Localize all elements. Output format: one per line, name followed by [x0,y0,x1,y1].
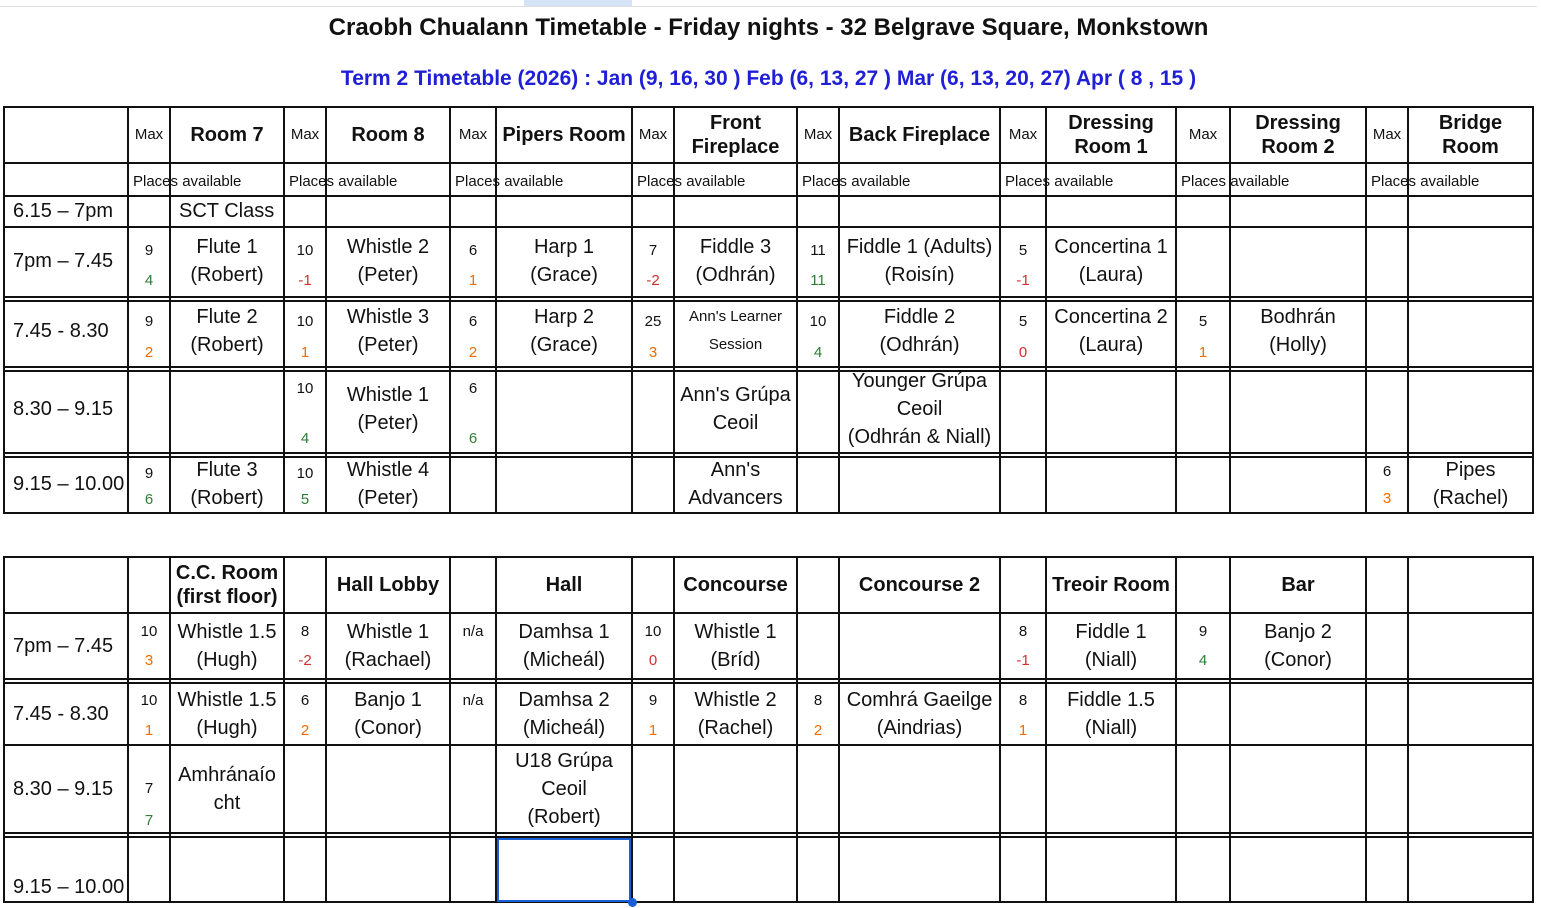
class-line: (Aindrias) [876,716,963,739]
class-line: (Conor) [1264,649,1332,671]
class-line: (Bríd) [710,649,761,671]
class-line: Ann's Learner [689,308,782,325]
class-entry [840,299,999,363]
time-slot: 7.45 - 8.30 [13,702,109,725]
places-available-label: Places available [1005,173,1114,190]
grid-line-vertical [449,556,451,903]
grid-line-horizontal [4,832,1534,834]
max-capacity: 6 [468,242,478,259]
time-slot: 7pm – 7.45 [13,635,114,657]
max-capacity: 10 [140,692,158,709]
time-slot: 8.30 – 9.15 [13,398,114,420]
places-available: 7 [144,812,154,829]
places-available: 4 [144,272,154,289]
class-entry [675,455,796,513]
room-header: Concourse [683,574,788,596]
max-capacity: 6 [468,313,478,330]
max-capacity: 5 [1018,242,1028,259]
class-line: Ceoil [541,778,587,800]
page-title: Craobh Chualann Timetable - Friday nights - 32 Belgrave Square, Monkstown [328,14,1209,41]
room-header: C.C. Room (first floor) [175,562,279,608]
class-line: (Odhrán) [695,264,776,286]
class-line: Pipes [1445,459,1496,481]
class-line: (Peter) [357,264,419,286]
class-line: (Micheál) [522,716,606,739]
grid-line-horizontal [4,366,1534,368]
max-capacity: n/a [462,623,484,640]
class-line: Concertina 2 [1054,306,1168,328]
class-line: Whistle 4 [346,459,430,481]
max-label: Max [458,126,488,143]
class-line: (Rachel) [1432,487,1509,509]
class-line: Younger Grúpa [852,370,987,392]
grid-line-horizontal [4,901,1534,903]
class-entry [840,369,999,449]
max-capacity: 9 [144,242,154,259]
class-line: Amhránaío [178,764,276,786]
room-header: Concourse 2 [858,574,981,596]
max-capacity: 10 [296,380,314,397]
places-available: 1 [1198,344,1208,361]
class-line: Whistle 1 [346,621,430,643]
time-slot: 8.30 – 9.15 [13,778,114,800]
max-label: Max [1372,126,1402,143]
class-line: cht [213,792,241,814]
class-entry [327,299,449,363]
class-line: (Laura) [1078,264,1144,286]
class-line: (Conor) [354,716,422,739]
max-capacity: 6 [1382,463,1392,480]
places-available-label: Places available [637,173,746,190]
places-available: 3 [1382,490,1392,507]
class-line: (Niall) [1084,649,1138,671]
fill-handle[interactable] [628,898,637,907]
class-line: Damhsa 2 [518,688,610,711]
class-line: Session [708,336,763,353]
class-line: Fiddle 3 [699,236,772,258]
room-header: Room 7 [190,124,264,146]
class-line: (Grace) [530,334,598,356]
class-entry [327,369,449,449]
room-header: Dressing Room 1 [1068,112,1154,158]
places-available: -1 [298,272,312,289]
grid-line-horizontal [4,296,1534,298]
class-entry [497,229,631,293]
places-available: 1 [300,344,310,361]
max-capacity: 6 [300,692,310,709]
class-line: (Holly) [1269,334,1327,356]
max-capacity: n/a [462,692,484,709]
max-label: Max [638,126,668,143]
max-label: Max [134,126,164,143]
grid-line-horizontal [4,452,1534,454]
grid-line-vertical [1175,556,1177,903]
places-available: 2 [813,722,823,739]
class-entry [171,299,283,363]
grid-line-vertical [1407,556,1409,903]
max-capacity: 7 [144,780,154,797]
room-header: Back Fireplace [848,124,991,146]
class-entry [1047,614,1175,678]
room-header: Treoir Room [1052,574,1170,596]
max-capacity: 9 [144,465,154,482]
class-entry [1231,299,1365,363]
places-available: -2 [646,272,660,289]
class-line: (Robert) [527,806,601,828]
class-entry [840,229,999,293]
class-line: Whistle 1 [694,621,777,643]
class-line: Whistle 2 [694,688,777,711]
class-line: Ann's Grúpa [680,384,791,406]
max-capacity: 8 [813,692,823,709]
class-line: (Micheál) [522,649,606,671]
places-available: 4 [1198,652,1208,669]
class-entry [327,683,449,744]
class-line: Concertina 1 [1054,236,1168,258]
class-line: (Odhrán) [879,334,960,356]
places-available: 2 [300,722,310,739]
max-capacity: 5 [1018,313,1028,330]
class-line: (Peter) [357,412,419,434]
class-line: Whistle 1 [346,384,430,406]
class-line: Bodhrán [1260,306,1336,328]
max-capacity: 6 [468,380,478,397]
class-entry [497,746,631,832]
term-dates: Term 2 Timetable (2026) : Jan (9, 16, 30 ) Feb (6, 13, 27 ) Mar (6, 13, 20, 27) Apr ( 8 , 15 ) [340,67,1197,90]
places-available: 3 [144,652,154,669]
max-capacity: 10 [296,242,314,259]
class-entry [497,683,631,744]
max-capacity: 9 [144,313,154,330]
max-capacity: 8 [300,623,310,640]
class-entry [327,614,449,678]
max-capacity: 10 [296,313,314,330]
class-line: Ceoil [896,398,943,420]
class-entry [1047,299,1175,363]
places-available: 2 [468,344,478,361]
class-entry [327,455,449,513]
class-line: Whistle 2 [346,236,430,258]
grid-line-vertical [1365,556,1367,903]
class-line: (Robert) [190,487,264,509]
class-line: (Rachael) [344,649,432,671]
class-line: (Niall) [1084,716,1138,739]
class-line: Whistle 1.5 [177,688,277,711]
class-entry [497,614,631,678]
class-line: Fiddle 2 [883,306,956,328]
max-capacity: 9 [1198,623,1208,640]
class-line: Flute 2 [196,306,258,328]
max-capacity: 8 [1018,623,1028,640]
max-capacity: 9 [648,692,658,709]
max-capacity: 10 [296,465,314,482]
class-entry [675,369,796,449]
class-entry [840,683,999,744]
class-entry [675,299,796,363]
class-line: (Roisín) [884,264,955,286]
class-line: (Grace) [530,264,598,286]
class-line: Banjo 1 [354,688,422,711]
room-header: Bar [1281,574,1315,596]
places-available-label: Places available [802,173,911,190]
time-slot: 9.15 – 10.00 [13,473,125,495]
class-line: Whistle 1.5 [177,621,277,643]
class-line: (Odhrán & Niall) [847,426,992,448]
room-header: Pipers Room [502,124,626,146]
class-line: Fiddle 1 [1075,621,1147,643]
class-entry [171,683,283,744]
grid-line-vertical [1532,556,1534,903]
class-line: U18 Grúpa [515,750,613,772]
class-entry [1047,683,1175,744]
time-slot: 9.15 – 10.00 [13,876,125,898]
class-entry [171,229,283,293]
class-entry [1231,614,1365,678]
class-entry [171,746,283,832]
places-available: 2 [144,344,154,361]
class-entry [675,614,796,678]
places-available-label: Places available [289,173,398,190]
places-available-label: Places available [455,173,564,190]
places-available: 11 [810,272,826,289]
class-line: (Robert) [190,334,264,356]
class-line: (Hugh) [196,716,258,739]
class-line: (Laura) [1078,334,1144,356]
places-available: -1 [1016,652,1030,669]
room-header: Front Fireplace [691,112,780,158]
places-available: 0 [1018,344,1028,361]
room-header: Room 8 [351,124,425,146]
class-entry [497,369,631,449]
class-line: Damhsa 1 [518,621,610,643]
class-line: Flute 3 [196,459,258,481]
places-available: 6 [468,430,478,447]
class-line: (Robert) [190,264,264,286]
class-entry [171,455,283,513]
class-line: Flute 1 [196,236,258,258]
max-label: Max [290,126,320,143]
places-available-label: Places available [1181,173,1290,190]
grid-line-horizontal [4,226,1534,228]
class-line: (Rachel) [697,716,774,739]
class-entry [840,614,999,678]
class-entry [171,614,283,678]
max-capacity: 11 [810,242,826,259]
class-line: Comhrá Gaeilge [846,688,993,711]
max-capacity: 25 [644,313,662,330]
grid-line-horizontal [4,678,1534,680]
time-slot: 7.45 - 8.30 [13,320,109,342]
class-line: Whistle 3 [346,306,430,328]
class-line: Harp 1 [533,236,595,258]
class-entry [1409,455,1532,513]
class-entry: SCT Class [179,200,275,222]
class-line: Fiddle 1.5 [1067,688,1155,711]
places-available: 3 [648,344,658,361]
class-entry [675,683,796,744]
class-line: Banjo 2 [1264,621,1332,643]
places-available-label: Places available [133,173,242,190]
room-header: Hall [545,574,583,596]
places-available: -1 [1016,272,1030,289]
places-available: 1 [144,722,154,739]
max-capacity: 8 [1018,692,1028,709]
places-available: 0 [648,652,658,669]
class-line: (Hugh) [196,649,258,671]
max-capacity: 5 [1198,313,1208,330]
time-slot: 6.15 – 7pm [13,200,114,222]
class-line: Harp 2 [533,306,595,328]
places-available: 1 [648,722,658,739]
class-entry [327,229,449,293]
class-line: (Peter) [357,334,419,356]
places-available: 5 [300,491,310,508]
places-available: 1 [1018,722,1028,739]
class-entry [497,299,631,363]
places-available: -2 [298,652,312,669]
room-header: Hall Lobby [336,574,440,596]
room-header: Dressing Room 2 [1255,112,1341,158]
max-label: Max [1188,126,1218,143]
grid-line-horizontal [4,162,1534,164]
class-line: (Peter) [357,487,419,509]
max-capacity: 10 [644,623,662,640]
class-line: Ann's [710,459,761,481]
class-entry [675,229,796,293]
max-label: Max [1008,126,1038,143]
max-capacity: 7 [648,242,658,259]
places-available: 6 [144,491,154,508]
places-available: 4 [300,430,310,447]
room-header: Bridge Room [1438,112,1503,158]
selected-cell[interactable] [497,838,631,902]
class-line: Fiddle 1 (Adults) [846,236,993,258]
places-available: 1 [468,272,478,289]
class-line: Advancers [688,487,783,509]
places-available: 4 [813,344,823,361]
max-label: Max [803,126,833,143]
places-available-label: Places available [1371,173,1480,190]
max-capacity: 10 [140,623,158,640]
max-capacity: 10 [809,313,827,330]
class-entry [1047,229,1175,293]
class-line: Ceoil [712,412,759,434]
grid-line-horizontal [4,836,1534,838]
time-slot: 7pm – 7.45 [13,250,114,272]
